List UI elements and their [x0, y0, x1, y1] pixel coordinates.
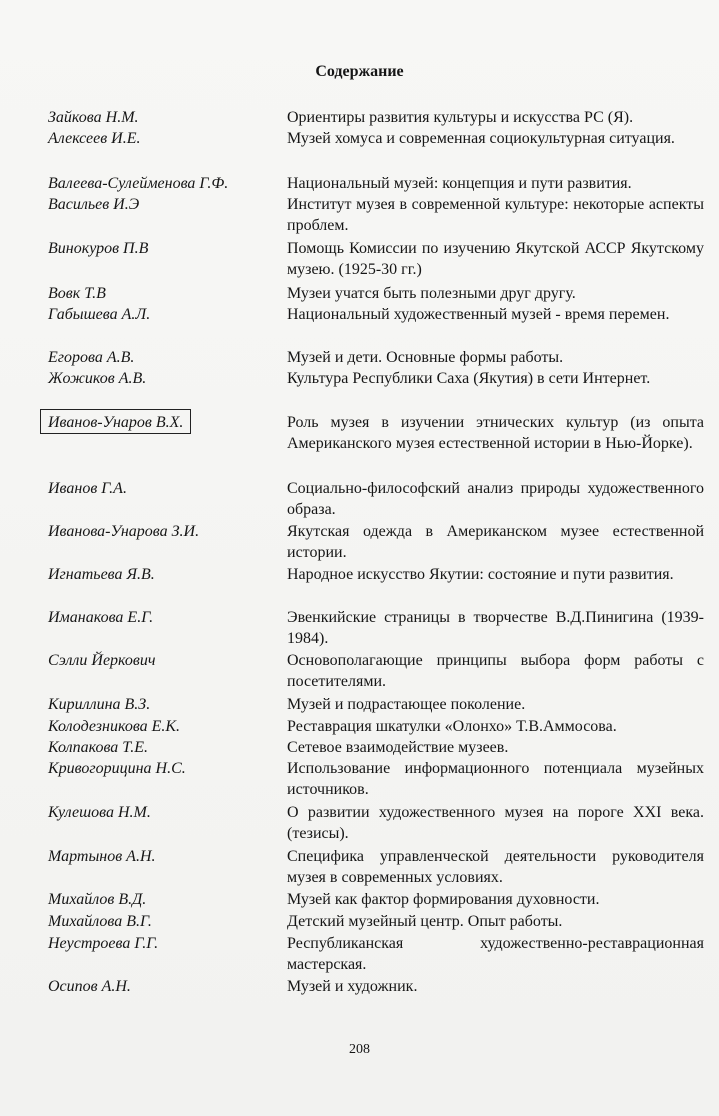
page-title: Содержание: [315, 63, 404, 80]
toc-author: Кириллина В.З.: [48, 696, 151, 713]
toc-author: Сэлли Йеркович: [48, 652, 156, 669]
toc-author: Вовк Т.В: [48, 285, 106, 302]
toc-title: Реставрация шкатулки «Олонхо» Т.В.Аммосова.: [287, 718, 617, 735]
toc-title: Ориентиры развития культуры и искусства РС (Я).: [287, 109, 634, 126]
toc-title: Специфика управленческой деятельности руководителя музея в современных условиях.: [287, 848, 704, 886]
page-number: 208: [349, 1042, 370, 1057]
toc-title: О развитии художественного музея на пороге XXI века. (тезисы).: [287, 804, 704, 842]
toc-title: Социально-философский анализ природы художественного образа.: [287, 480, 704, 518]
toc-title: Музей и дети. Основные формы работы.: [287, 349, 564, 366]
toc-title: Народное искусство Якутии: состояние и пути развития.: [287, 566, 674, 583]
toc-author: Алексеев И.Е.: [48, 130, 141, 147]
toc-author: Габышева А.Л.: [48, 306, 151, 323]
toc-title: Использование информационного потенциала музейных источников.: [287, 760, 704, 798]
toc-title: Музеи учатся быть полезными друг другу.: [287, 285, 576, 302]
toc-author: Колпакова Т.Е.: [48, 739, 148, 756]
toc-title: Музей как фактор формирования духовности.: [287, 891, 600, 908]
toc-author: Кулешова Н.М.: [48, 804, 151, 821]
toc-author: Егорова А.В.: [48, 349, 135, 366]
toc-author: Иманакова Е.Г.: [48, 609, 154, 626]
toc-author: Валеева-Сулейменова Г.Ф.: [48, 175, 229, 192]
toc-title: Сетевое взаимодействие музеев.: [287, 739, 509, 756]
toc-title: Детский музейный центр. Опыт работы.: [287, 913, 563, 930]
toc-title: Роль музея в изучении этнических культур (из опыта Американского музея естественной истории в Нью-Йорке).: [287, 414, 704, 452]
toc-author: Колодезникова Е.К.: [48, 718, 181, 735]
toc-title: Национальный художественный музей - время перемен.: [287, 306, 670, 323]
toc-title: Основополагающие принципы выбора форм работы с посетителями.: [287, 652, 704, 690]
toc-title: Музей и подрастающее поколение.: [287, 696, 526, 713]
toc-author: Михайлов В.Д.: [48, 891, 147, 908]
toc-author: Кривогорицина Н.С.: [48, 760, 186, 777]
toc-author: Неустроева Г.Г.: [48, 935, 159, 952]
toc-title: Институт музея в современной культуре: некоторые аспекты проблем.: [287, 196, 704, 234]
toc-author: Винокуров П.В: [48, 240, 149, 257]
toc-author: Иванов Г.А.: [48, 480, 127, 497]
toc-title: Музей и художник.: [287, 978, 418, 995]
toc-title: Республиканская художественно-реставрационная мастерская.: [287, 935, 704, 973]
toc-title: Помощь Комиссии по изучению Якутской АССР Якутскому музею. (1925-30 гг.): [287, 240, 704, 278]
toc-author: Иванова-Унарова З.И.: [48, 523, 200, 540]
toc-title: Якутская одежда в Американском музее естественной истории.: [287, 523, 704, 561]
toc-author: Михайлова В.Г.: [48, 913, 152, 930]
toc-title: Культура Республики Саха (Якутия) в сети Интернет.: [287, 370, 651, 387]
toc-author: Игнатьева Я.В.: [48, 566, 155, 583]
toc-title: Эвенкийские страницы в творчестве В.Д.Пинигина (1939-1984).: [287, 609, 704, 647]
toc-author: Зайкова Н.М.: [48, 109, 139, 126]
toc-title: Национальный музей: концепция и пути развития.: [287, 175, 632, 192]
toc-author: Мартынов А.Н.: [48, 848, 156, 865]
toc-author-highlighted: Иванов-Унаров В.Х.: [40, 409, 191, 434]
toc-author: Осипов А.Н.: [48, 978, 131, 995]
toc-author: Жожиков А.В.: [48, 370, 147, 387]
toc-author: Васильев И.Э: [48, 196, 140, 213]
toc-title: Музей хомуса и современная социокультурная ситуация.: [287, 130, 675, 147]
